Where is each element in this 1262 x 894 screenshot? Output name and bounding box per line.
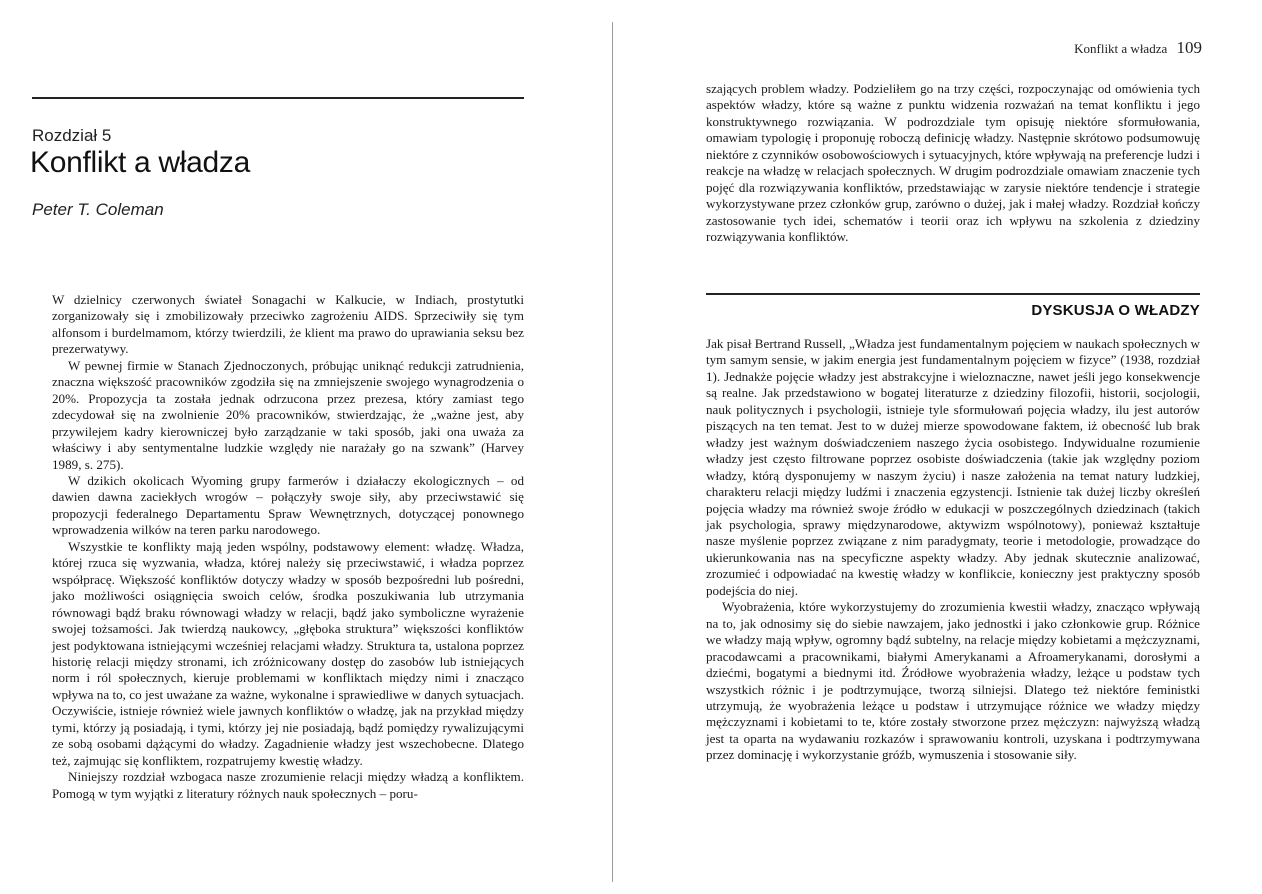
- chapter-author: Peter T. Coleman: [32, 200, 164, 219]
- paragraph: Wyobrażenia, które wykorzystujemy do zrozumienia kwestii władzy, znacząco wpływają na to, jak odnosimy się do siebie nawzajem, jako jednostki i jako członkowie grup. Różnice we władzy mają wpływ, ogromny bądź subtelny, na relacje między kobietami a mężczyznami, pracodawcami a pracownikami, białymi Amerykanami a Afroamerykanami, dorosłymi a dziećmi, bogatymi a biednymi itd. Źródłowe wyobrażenia władzy, leżące u podstaw tych wszystkich różnic i je podtrzymujące, tworzą silniejsi. Dlatego też niektóre feministki utrzymują, że wyobrażenia leżące u podstaw i utrzymujące różnice we władzy między mężczyznami i kobietami to te, które zostały stworzone przez mężczyzn: najwyższą władzą jest ta oparta na wydawaniu rozkazów i sprawowaniu kontroli, uzyskana i podtrzymywana przez dominację i wykorzystanie gróźb, wymuszenia i stosowanie siły.: [706, 599, 1200, 763]
- right-body-text: [706, 336, 1200, 764]
- section-heading: DYSKUSJA O WŁADZY: [1031, 302, 1200, 319]
- left-page: [0, 0, 610, 894]
- running-head: [1074, 38, 1202, 58]
- right-intro-text: [706, 81, 1200, 246]
- paragraph: szających problem władzy. Podzieliłem go na trzy części, rozpoczynając od omówienia tych aspektów władzy, które są ważne z punktu widzenia rozważań na temat konfliktu i jego konstruktywnego rozwiązania. W podrozdziale tym opisuję niektóre sformułowania, omawiam typologię i proponuję roboczą definicję władzy. Następnie skrótowo podsumowuję niektóre z czynników osobowościowych i sytuacyjnych, które wpływają na preferencje ludzi i reakcje na władzę w relacjach społecznych. W drugim podrozdziale omawiam znaczenie tych pojęć dla rozwiązywania konfliktów, przedstawiając w zarysie niektóre tendencje i strategie wykorzystywane przez członków grup, zarówno o dużej, jak i małej władzy. Rozdział kończy zastosowanie tych idei, schematów i teorii oraz ich wpływu na szkolenia z dziedziny rozwiązywania konfliktów.: [706, 81, 1200, 245]
- paragraph: Jak pisał Bertrand Russell, „Władza jest fundamentalnym pojęciem w naukach społecznych w tym samym sensie, w jakim energia jest fundamentalnym pojęciem w fizyce” (1938, rozdział 1). Jednakże pojęcie władzy jest abstrakcyjne i wieloznaczne, nawet jeśli jego konsekwencje są realne. Jak przedstawiono w bogatej literaturze z dziedziny filozofii, historii, socjologii, nauk politycznych i psychologii, istnieje tyle sformułowań pojęcia władzy, ilu jest autorów piszących na ten temat. Jest to w dużej mierze spowodowane faktem, iż obecność lub brak władzy jest ważnym doświadczeniem naszego życia osobistego. Indywidualne rozumienie władzy jest często filtrowane poprzez osobiste doświadczenia (takie jak względny poziom władzy, którą dysponujemy w naszym życiu) i nasze założenia na temat natury ludzkiej, charakteru relacji między ludźmi i znaczenia egzystencji. Istnienie tak dużej liczby określeń pojęcia władzy ma również swoje źródło w edukacji w poszczególnych dziedzinach (takich jak psychologia, sprawy międzynarodowe, aktywizm wspólnotowy), ponieważ kształtuje nasze myślenie poprzez związane z nim paradygmaty, teorie i metodologie, prowadzące do ukierunkowania nas na specyficzne aspekty władzy. Aby jednak skutecznie analizować, zrozumieć i odpowiadać na kwestię władzy w konflikcie, konieczny jest praktyczny sposób podejścia do niej.: [706, 336, 1200, 598]
- left-body-text: [52, 292, 524, 802]
- paragraph: Wszystkie te konflikty mają jeden wspólny, podstawowy element: władzę. Władza, której rzuca się wyzwania, władza, której należy się przeciwstawić, i władza poprzez współpracę. Większość konfliktów dotyczy władzy w sposób bezpośredni lub pośredni, jako możliwości osiągnięcia swoich celów, środka poszukiwania lub utrzymania równowagi bądź braku równowagi władzy w relacji, bądź jako symboliczne wyrażenie swojej tożsamości. Jak twierdzą naukowcy, „głęboka struktura” większości konfliktów jest podyktowana istniejącymi wcześniej relacjami władzy. Struktura ta, ustalona poprzez historię relacji między stronami, ich zróżnicowany dostęp do zasobów lub istniejących norm i ról społecznych, kieruje problemami w konfliktach między nimi i znacząco wpływa na to, co jest uważane za ważne, wykonalne i sprawiedliwe w danych sytuacjach. Oczywiście, istnieje również wiele jawnych konfliktów o władzę, jak na przykład między tymi, którzy ją posiadają, i tymi, którzy jej nie posiadają, bądź pomiędzy rywalizującymi ze sobą osobami dążącymi do władzy. Zagadnienie władzy jest wszechobecne. Dlatego też, zajmując się konfliktem, rozpatrujemy kwestię władzy.: [52, 538, 524, 768]
- chapter-top-rule: [32, 97, 524, 99]
- paragraph: W dzikich okolicach Wyoming grupy farmerów i działaczy ekologicznych – od dawien dawna zaciekłych wrogów – połączyły swoje siły, aby przeciwstawić się propozycji federalnego Departamentu Spraw Wewnętrznych, dotyczącej ponownego wprowadzenia wilków na teren parku narodowego.: [52, 472, 524, 538]
- chapter-title: Konflikt a władza: [30, 146, 251, 179]
- section-rule: [706, 293, 1200, 295]
- book-gutter: [612, 22, 613, 882]
- page-number: 109: [1176, 38, 1202, 57]
- running-head-title: Konflikt a władza: [1074, 41, 1168, 56]
- paragraph: W dzielnicy czerwonych świateł Sonagachi w Kalkucie, w Indiach, prostytutki zorganizowały się i zmobilizowały przeciwko zagrożeniu AIDS. Sprzeciwiły się tym alfonsom i burdelmamom, którzy twierdzili, że klient ma prawo do uprawiania seksu bez prezerwatywy.: [52, 292, 524, 357]
- paragraph: Niniejszy rozdział wzbogaca nasze zrozumienie relacji między władzą a konfliktem. Pomogą w tym wyjątki z literatury różnych nauk społecznych – poru-: [52, 769, 524, 801]
- paragraph: W pewnej firmie w Stanach Zjednoczonych, próbując uniknąć redukcji zatrudnienia, znaczna większość pracowników zgodziła się na zmniejszenie swojego wynagrodzenia o 20%. Propozycja ta została jednak odrzucona przez prezesa, który zamiast tego zdecydował się na zwolnienie 20% pracowników, stwierdzając, że „ważne jest, aby przywilejem kadry kierowniczej było zarządzanie w taki sposób, jaki ona uważa za właściwy i aby sentymentalne ludzkie względy nie narażały go na szwank” (Harvey 1989, s. 275).: [52, 357, 524, 472]
- chapter-label: Rozdział 5: [32, 126, 112, 145]
